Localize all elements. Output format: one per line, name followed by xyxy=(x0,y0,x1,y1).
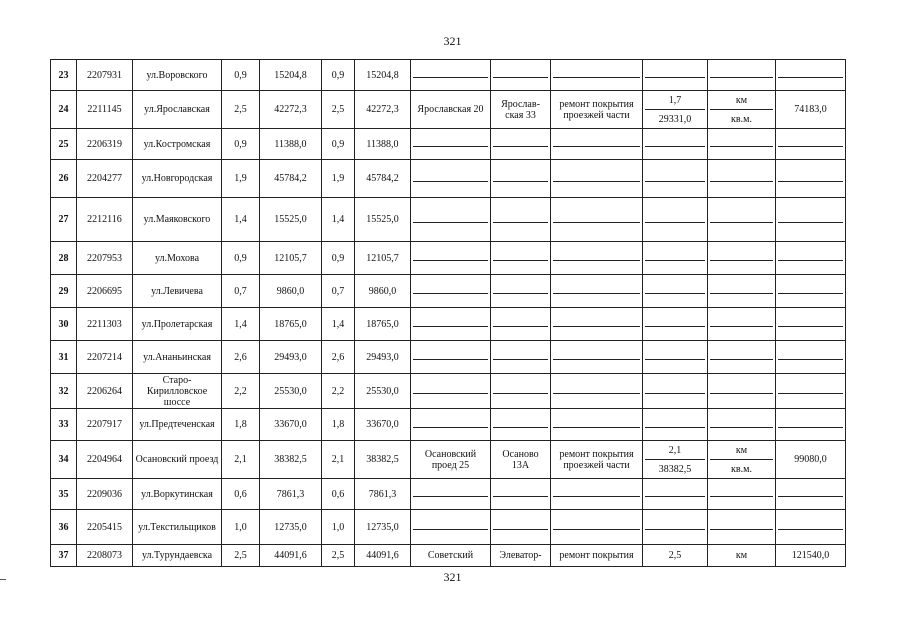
length-km-2: 0,6 xyxy=(322,479,355,510)
empty-cell xyxy=(708,60,776,91)
empty-cell xyxy=(491,160,551,198)
table-row xyxy=(51,374,846,409)
empty-cell xyxy=(551,275,643,308)
street-name: ул.Турундаевска xyxy=(133,545,222,567)
work-type: ремонт покрытия проезжей части xyxy=(551,91,643,129)
length-km-2: 0,9 xyxy=(322,129,355,160)
empty-cell xyxy=(551,198,643,242)
quantity-km: 2,1 xyxy=(645,441,705,460)
empty-cell xyxy=(551,479,643,510)
empty-cell xyxy=(491,374,551,409)
unit-km: км xyxy=(710,441,773,460)
empty-cell xyxy=(411,275,491,308)
empty-cell xyxy=(411,129,491,160)
table-row xyxy=(51,308,846,341)
empty-cell xyxy=(411,198,491,242)
empty-cell xyxy=(708,409,776,441)
road-code: 2206319 xyxy=(77,129,133,160)
road-code: 2212116 xyxy=(77,198,133,242)
empty-cell xyxy=(551,242,643,275)
empty-cell xyxy=(708,198,776,242)
road-code: 2209036 xyxy=(77,479,133,510)
road-code: 2207931 xyxy=(77,60,133,91)
area-sqm: 15525,0 xyxy=(260,198,322,242)
length-km-2: 0,9 xyxy=(322,60,355,91)
area-sqm: 38382,5 xyxy=(260,441,322,479)
area-sqm-2: 29493,0 xyxy=(355,341,411,374)
empty-cell xyxy=(643,160,708,198)
empty-cell xyxy=(708,242,776,275)
length-km-2: 1,0 xyxy=(322,510,355,545)
quantity-sqm: 29331,0 xyxy=(658,113,692,125)
empty-cell xyxy=(708,510,776,545)
repair-cost: 121540,0 xyxy=(776,545,846,567)
empty-cell xyxy=(708,160,776,198)
table-row xyxy=(51,91,846,129)
empty-cell xyxy=(643,242,708,275)
quantity-sqm: 38382,5 xyxy=(658,463,692,475)
area-sqm: 33670,0 xyxy=(260,409,322,441)
section-to: Элеватор- xyxy=(491,545,551,567)
area-sqm: 44091,6 xyxy=(260,545,322,567)
empty-cell xyxy=(491,308,551,341)
area-sqm-2: 12105,7 xyxy=(355,242,411,275)
area-sqm: 18765,0 xyxy=(260,308,322,341)
street-name: ул.Предтеченская xyxy=(133,409,222,441)
row-number: 36 xyxy=(51,510,77,545)
length-km: 2,6 xyxy=(222,341,260,374)
table-row xyxy=(51,275,846,308)
street-name: ул.Ярославская xyxy=(133,91,222,129)
table-row xyxy=(51,341,846,374)
length-km-2: 1,4 xyxy=(322,308,355,341)
empty-cell xyxy=(643,409,708,441)
empty-cell xyxy=(491,341,551,374)
row-number: 27 xyxy=(51,198,77,242)
work-type: ремонт покрытия xyxy=(551,545,643,567)
area-sqm-2: 18765,0 xyxy=(355,308,411,341)
street-name: ул.Пролетарская xyxy=(133,308,222,341)
area-sqm-2: 25530,0 xyxy=(355,374,411,409)
row-number: 25 xyxy=(51,129,77,160)
area-sqm: 45784,2 xyxy=(260,160,322,198)
empty-cell xyxy=(643,479,708,510)
empty-cell xyxy=(491,60,551,91)
empty-cell xyxy=(551,341,643,374)
road-code: 2208073 xyxy=(77,545,133,567)
length-km: 2,2 xyxy=(222,374,260,409)
area-sqm: 29493,0 xyxy=(260,341,322,374)
empty-cell xyxy=(776,374,846,409)
section-to: Осаново 13А xyxy=(491,441,551,479)
area-sqm: 42272,3 xyxy=(260,91,322,129)
row-number: 28 xyxy=(51,242,77,275)
row-number: 26 xyxy=(51,160,77,198)
table-row xyxy=(51,510,846,545)
empty-cell xyxy=(776,275,846,308)
row-number: 35 xyxy=(51,479,77,510)
length-km: 2,5 xyxy=(222,91,260,129)
length-km: 0,9 xyxy=(222,60,260,91)
empty-cell xyxy=(708,308,776,341)
row-number: 33 xyxy=(51,409,77,441)
quantity-km: 2,5 xyxy=(643,545,708,567)
area-sqm-2: 15525,0 xyxy=(355,198,411,242)
length-km: 0,6 xyxy=(222,479,260,510)
page-number-bottom: 321 xyxy=(443,570,462,584)
area-sqm: 9860,0 xyxy=(260,275,322,308)
length-km: 1,9 xyxy=(222,160,260,198)
unit-sqm: кв.м. xyxy=(731,463,752,475)
length-km: 1,8 xyxy=(222,409,260,441)
empty-cell xyxy=(776,242,846,275)
length-km-2: 2,5 xyxy=(322,545,355,567)
empty-cell xyxy=(551,374,643,409)
empty-cell xyxy=(411,374,491,409)
empty-cell xyxy=(776,129,846,160)
row-number: 29 xyxy=(51,275,77,308)
empty-cell xyxy=(776,510,846,545)
road-code: 2206264 xyxy=(77,374,133,409)
empty-cell xyxy=(411,160,491,198)
table-row xyxy=(51,409,846,441)
area-sqm-2: 42272,3 xyxy=(355,91,411,129)
area-sqm-2: 15204,8 xyxy=(355,60,411,91)
section-from: Советский xyxy=(411,545,491,567)
empty-cell xyxy=(708,479,776,510)
empty-cell xyxy=(708,341,776,374)
row-number: 24 xyxy=(51,91,77,129)
section-from: Осановский проед 25 xyxy=(411,441,491,479)
empty-cell xyxy=(643,374,708,409)
road-code: 2206695 xyxy=(77,275,133,308)
length-km: 0,9 xyxy=(222,129,260,160)
empty-cell xyxy=(708,374,776,409)
length-km-2: 2,6 xyxy=(322,341,355,374)
empty-cell xyxy=(491,129,551,160)
area-sqm-2: 33670,0 xyxy=(355,409,411,441)
length-km: 1,0 xyxy=(222,510,260,545)
empty-cell xyxy=(491,409,551,441)
table-row xyxy=(51,545,846,567)
empty-cell xyxy=(551,60,643,91)
area-sqm-2: 7861,3 xyxy=(355,479,411,510)
unit-km: км xyxy=(708,545,776,567)
street-name: ул.Новгородская xyxy=(133,160,222,198)
roads-table xyxy=(50,59,846,567)
street-name: ул.Воркутинская xyxy=(133,479,222,510)
empty-cell xyxy=(491,479,551,510)
quantity-cell xyxy=(643,441,708,479)
empty-cell xyxy=(643,129,708,160)
empty-cell xyxy=(776,198,846,242)
empty-cell xyxy=(776,341,846,374)
empty-cell xyxy=(776,479,846,510)
table-row xyxy=(51,60,846,91)
page-number-top: 321 xyxy=(443,34,462,48)
empty-cell xyxy=(551,308,643,341)
empty-cell xyxy=(708,129,776,160)
length-km: 1,4 xyxy=(222,198,260,242)
length-km-2: 2,5 xyxy=(322,91,355,129)
length-km: 2,1 xyxy=(222,441,260,479)
area-sqm: 15204,8 xyxy=(260,60,322,91)
street-name: ул.Костромская xyxy=(133,129,222,160)
repair-cost: 99080,0 xyxy=(776,441,846,479)
work-type: ремонт покрытия проезжей части xyxy=(551,441,643,479)
empty-cell xyxy=(776,308,846,341)
empty-cell xyxy=(643,198,708,242)
table-row xyxy=(51,479,846,510)
area-sqm-2: 44091,6 xyxy=(355,545,411,567)
empty-cell xyxy=(643,308,708,341)
empty-cell xyxy=(491,510,551,545)
row-number: 30 xyxy=(51,308,77,341)
length-km-2: 1,9 xyxy=(322,160,355,198)
unit-cell xyxy=(708,441,776,479)
empty-cell xyxy=(551,510,643,545)
empty-cell xyxy=(708,275,776,308)
row-number: 31 xyxy=(51,341,77,374)
area-sqm: 25530,0 xyxy=(260,374,322,409)
table-row xyxy=(51,198,846,242)
length-km-2: 0,7 xyxy=(322,275,355,308)
empty-cell xyxy=(491,242,551,275)
area-sqm-2: 9860,0 xyxy=(355,275,411,308)
empty-cell xyxy=(411,242,491,275)
unit-cell xyxy=(708,91,776,129)
area-sqm: 11388,0 xyxy=(260,129,322,160)
row-number: 23 xyxy=(51,60,77,91)
area-sqm-2: 45784,2 xyxy=(355,160,411,198)
quantity-km: 1,7 xyxy=(645,91,705,110)
edge-mark xyxy=(0,579,6,580)
length-km-2: 1,8 xyxy=(322,409,355,441)
table-row xyxy=(51,441,846,479)
street-name: ул.Текстильщиков xyxy=(133,510,222,545)
table-row xyxy=(51,129,846,160)
table-row xyxy=(51,160,846,198)
length-km-2: 0,9 xyxy=(322,242,355,275)
street-name: ул.Воровского xyxy=(133,60,222,91)
area-sqm: 12735,0 xyxy=(260,510,322,545)
empty-cell xyxy=(643,275,708,308)
empty-cell xyxy=(643,510,708,545)
length-km: 0,7 xyxy=(222,275,260,308)
empty-cell xyxy=(551,160,643,198)
empty-cell xyxy=(411,308,491,341)
empty-cell xyxy=(551,129,643,160)
street-name: Старо-Кирилловское шоссе xyxy=(133,374,222,409)
unit-km: км xyxy=(710,91,773,110)
area-sqm-2: 11388,0 xyxy=(355,129,411,160)
empty-cell xyxy=(411,60,491,91)
row-number: 34 xyxy=(51,441,77,479)
empty-cell xyxy=(411,341,491,374)
road-code: 2207917 xyxy=(77,409,133,441)
empty-cell xyxy=(491,275,551,308)
road-code: 2204277 xyxy=(77,160,133,198)
area-sqm: 7861,3 xyxy=(260,479,322,510)
empty-cell xyxy=(411,479,491,510)
empty-cell xyxy=(776,160,846,198)
length-km: 2,5 xyxy=(222,545,260,567)
unit-sqm: кв.м. xyxy=(731,113,752,125)
empty-cell xyxy=(411,409,491,441)
empty-cell xyxy=(776,60,846,91)
road-code: 2211303 xyxy=(77,308,133,341)
empty-cell xyxy=(776,409,846,441)
street-name: ул.Маяковского xyxy=(133,198,222,242)
area-sqm-2: 12735,0 xyxy=(355,510,411,545)
empty-cell xyxy=(551,409,643,441)
row-number: 32 xyxy=(51,374,77,409)
length-km-2: 1,4 xyxy=(322,198,355,242)
street-name: ул.Левичева xyxy=(133,275,222,308)
length-km-2: 2,1 xyxy=(322,441,355,479)
road-code: 2207214 xyxy=(77,341,133,374)
empty-cell xyxy=(491,198,551,242)
empty-cell xyxy=(643,341,708,374)
street-name: ул.Ананьинская xyxy=(133,341,222,374)
area-sqm: 12105,7 xyxy=(260,242,322,275)
road-code: 2207953 xyxy=(77,242,133,275)
length-km: 0,9 xyxy=(222,242,260,275)
road-code: 2205415 xyxy=(77,510,133,545)
street-name: Осановский проезд xyxy=(133,441,222,479)
repair-cost: 74183,0 xyxy=(776,91,846,129)
length-km-2: 2,2 xyxy=(322,374,355,409)
section-to: Ярослав-ская 33 xyxy=(491,91,551,129)
row-number: 37 xyxy=(51,545,77,567)
road-code: 2211145 xyxy=(77,91,133,129)
section-from: Ярославская 20 xyxy=(411,91,491,129)
area-sqm-2: 38382,5 xyxy=(355,441,411,479)
empty-cell xyxy=(411,510,491,545)
road-code: 2204964 xyxy=(77,441,133,479)
quantity-cell xyxy=(643,91,708,129)
empty-cell xyxy=(643,60,708,91)
table-row xyxy=(51,242,846,275)
street-name: ул.Мохова xyxy=(133,242,222,275)
length-km: 1,4 xyxy=(222,308,260,341)
